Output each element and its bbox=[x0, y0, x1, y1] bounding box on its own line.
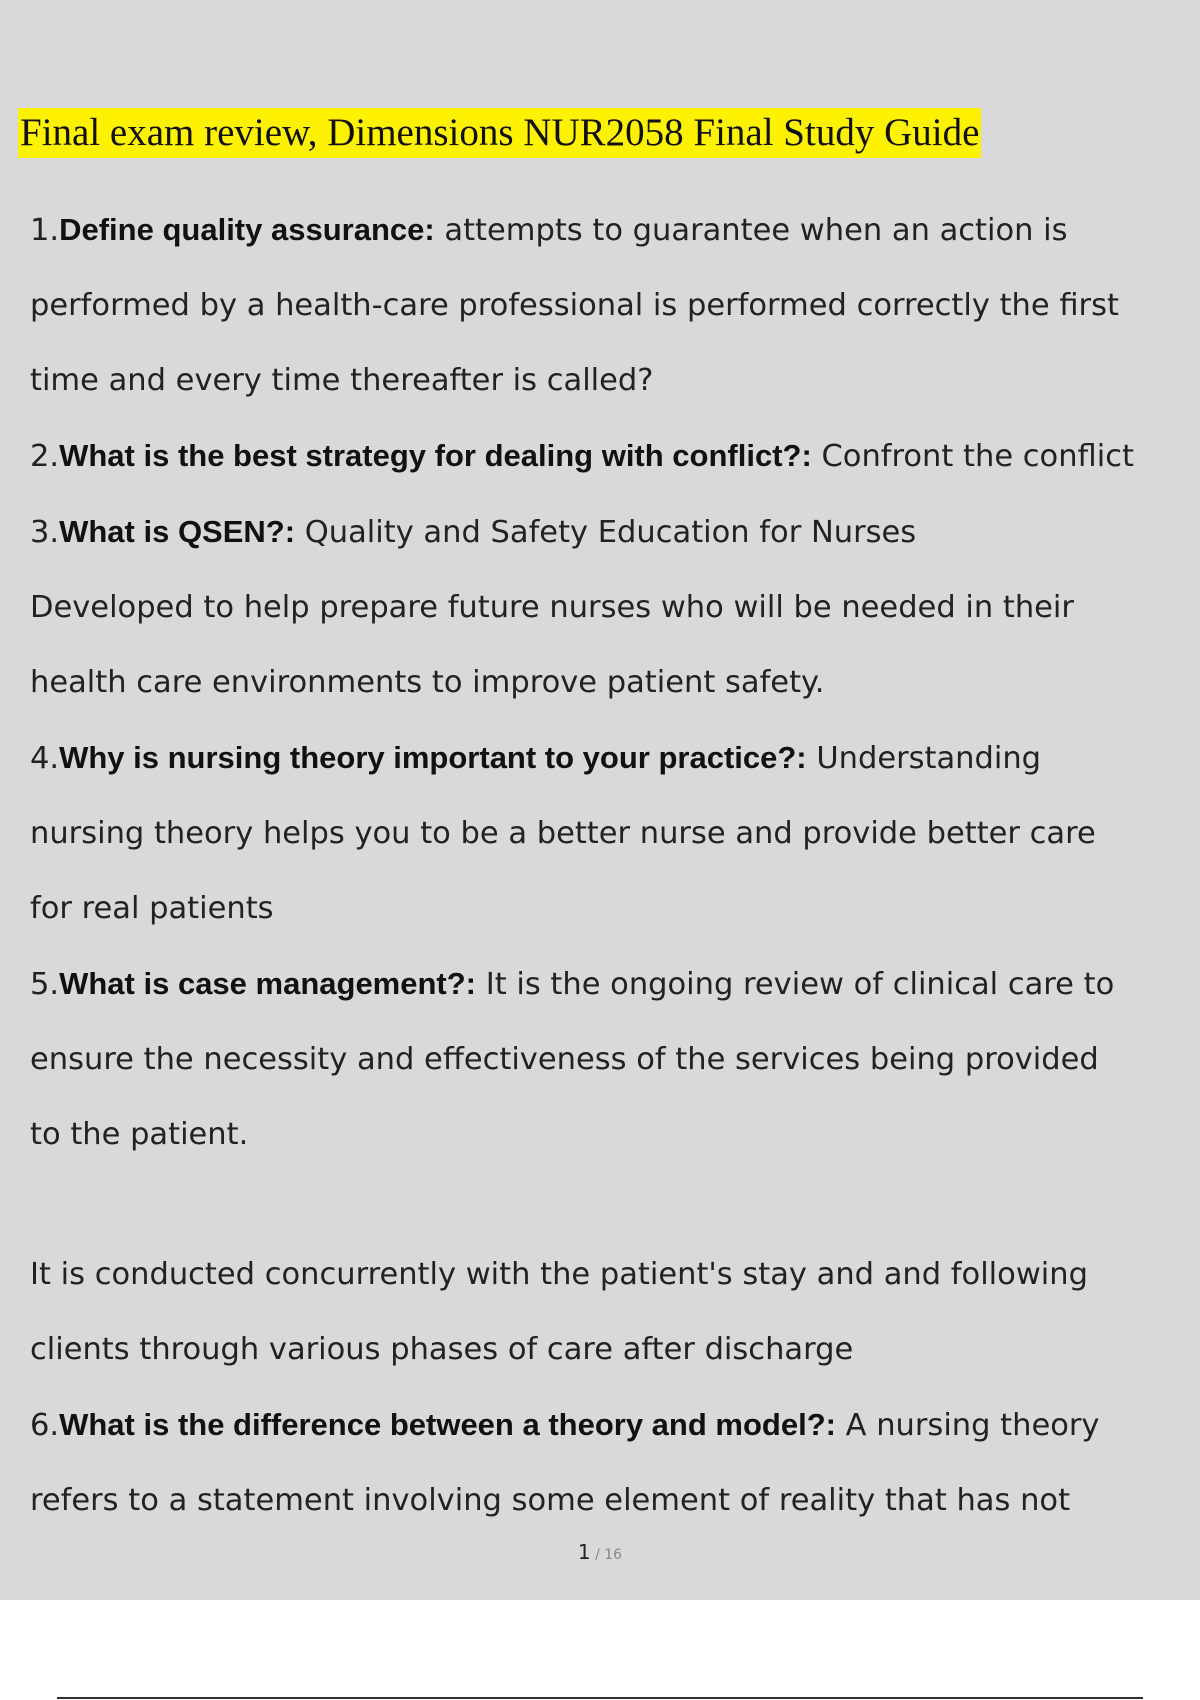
question-text: What is case management?: bbox=[59, 966, 477, 1001]
question-text: What is the best strategy for dealing with conflict?: bbox=[59, 438, 812, 473]
study-item-6-line-2: refers to a statement involving some element of reality that has not bbox=[30, 1483, 1071, 1518]
study-item-5-line-3: to the patient. bbox=[30, 1117, 249, 1152]
answer-text: Confront the conflict bbox=[811, 439, 1134, 474]
question-text: What is the difference between a theory and model?: bbox=[59, 1407, 836, 1442]
study-item-1-line-3: time and every time thereafter is called? bbox=[30, 363, 654, 398]
study-item-3-line-3: health care environments to improve patient safety. bbox=[30, 665, 825, 700]
question-text: Why is nursing theory important to your practice?: bbox=[59, 740, 807, 775]
item-number: 3. bbox=[30, 515, 60, 550]
study-item-6-line-1 bbox=[30, 1387, 1195, 1463]
answer-text: It is the ongoing review of clinical care to bbox=[476, 967, 1115, 1002]
paragraph-spacer bbox=[30, 1172, 1195, 1237]
study-item-1-line-2: performed by a health-care professional is performed correctly the first bbox=[30, 288, 1119, 323]
study-item-1-line-1 bbox=[30, 192, 1195, 268]
item-number: 1. bbox=[30, 213, 60, 248]
page-number-total: / 16 bbox=[590, 1547, 623, 1563]
document-body bbox=[30, 192, 1195, 1538]
study-item-2-line-1 bbox=[30, 418, 1195, 494]
study-item-3-line-2: Developed to help prepare future nurses who will be needed in their bbox=[30, 590, 1074, 625]
item-number: 6. bbox=[30, 1408, 60, 1443]
study-item-3-line-1 bbox=[30, 494, 1195, 570]
answer-text: A nursing theory bbox=[835, 1408, 1100, 1443]
question-text: Define quality assurance: bbox=[59, 212, 435, 247]
study-item-5-line-2: ensure the necessity and effectiveness of the services being provided bbox=[30, 1042, 1099, 1077]
item-number: 5. bbox=[30, 967, 60, 1002]
study-item-4-line-2: nursing theory helps you to be a better nurse and provide better care bbox=[30, 816, 1096, 851]
answer-text: Understanding bbox=[806, 741, 1042, 776]
item-number: 4. bbox=[30, 741, 60, 776]
item-number: 2. bbox=[30, 439, 60, 474]
study-item-5-line-6: clients through various phases of care after discharge bbox=[30, 1332, 854, 1367]
answer-text: Quality and Safety Education for Nurses bbox=[295, 515, 917, 550]
study-item-5-line-1 bbox=[30, 946, 1195, 1022]
page-number-current: 1 bbox=[577, 1540, 591, 1564]
question-text: What is QSEN?: bbox=[59, 514, 296, 549]
next-page-top-rule bbox=[57, 1697, 1143, 1699]
study-item-4-line-1 bbox=[30, 720, 1195, 796]
page-number bbox=[0, 1540, 1200, 1564]
study-item-4-line-3: for real patients bbox=[30, 891, 274, 926]
document-title: Final exam review, Dimensions NUR2058 Final Study Guide bbox=[18, 108, 981, 158]
answer-text: attempts to guarantee when an action is bbox=[434, 213, 1068, 248]
study-item-5-line-5: It is conducted concurrently with the patient's stay and and following bbox=[30, 1257, 1088, 1292]
